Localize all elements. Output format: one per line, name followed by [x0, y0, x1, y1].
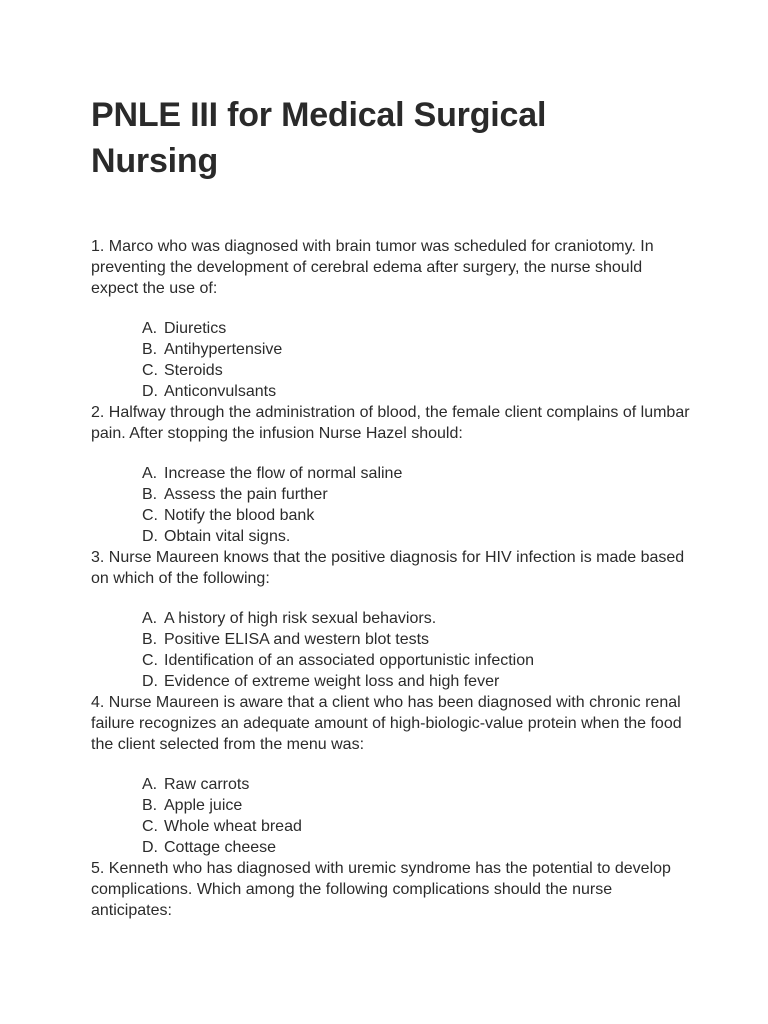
option-text: Whole wheat bread [164, 818, 302, 835]
option-text: Assess the pain further [164, 486, 328, 503]
option-text: Notify the blood bank [164, 507, 315, 524]
answer-option [142, 484, 691, 505]
title-line-2: Nursing [91, 142, 219, 180]
option-letter: D. [142, 383, 158, 400]
option-letter: D. [142, 528, 158, 545]
option-letter: C. [142, 507, 158, 524]
option-letter: B. [142, 797, 158, 814]
answer-option [142, 318, 691, 339]
answer-options [91, 318, 691, 402]
question-block [91, 858, 691, 921]
question-text: 1. Marco who was diagnosed with brain tumor was scheduled for craniotomy. In preventing the development of cerebral edema after surgery, the nurse should expect the use of: [91, 238, 654, 297]
answer-option [142, 526, 691, 547]
question-text: 2. Halfway through the administration of blood, the female client complains of lumbar pain. After stopping the infusion Nurse Hazel should: [91, 404, 690, 442]
answer-option [142, 360, 691, 381]
answer-option [142, 837, 691, 858]
option-text: A history of high risk sexual behaviors. [164, 610, 437, 627]
option-text: Anticonvulsants [164, 383, 277, 400]
question-block [91, 547, 691, 692]
option-text: Diuretics [164, 320, 227, 337]
option-letter: A. [142, 465, 158, 482]
answer-option [142, 608, 691, 629]
option-text: Antihypertensive [164, 341, 283, 358]
document-page [91, 92, 691, 921]
option-letter: D. [142, 673, 158, 690]
answer-option [142, 629, 691, 650]
option-letter: A. [142, 776, 158, 793]
answer-option [142, 774, 691, 795]
option-text: Apple juice [164, 797, 243, 814]
option-letter: B. [142, 486, 158, 503]
option-text: Identification of an associated opportunistic infection [164, 652, 535, 669]
answer-option [142, 505, 691, 526]
document-title [91, 92, 691, 184]
answer-options [91, 608, 691, 692]
question-block [91, 236, 691, 402]
answer-option [142, 795, 691, 816]
question-text: 4. Nurse Maureen is aware that a client who has been diagnosed with chronic renal failure recognizes an adequate amount of high-biologic-value protein when the food the client selected from the menu was: [91, 694, 682, 753]
answer-options [91, 774, 691, 858]
option-text: Obtain vital signs. [164, 528, 291, 545]
answer-option [142, 816, 691, 837]
option-letter: A. [142, 610, 158, 627]
question-list [91, 236, 691, 921]
answer-options [91, 463, 691, 547]
question-text: 3. Nurse Maureen knows that the positive diagnosis for HIV infection is made based on which of the following: [91, 549, 685, 587]
option-text: Raw carrots [164, 776, 250, 793]
option-text: Cottage cheese [164, 839, 277, 856]
title-line-1: PNLE III for Medical Surgical [91, 96, 547, 134]
option-text: Steroids [164, 362, 223, 379]
option-letter: B. [142, 341, 158, 358]
option-letter: B. [142, 631, 158, 648]
question-text: 5. Kenneth who has diagnosed with uremic syndrome has the potential to develop complications. Which among the following complications should the nurse anticipates: [91, 860, 671, 919]
answer-option [142, 339, 691, 360]
option-letter: C. [142, 362, 158, 379]
answer-option [142, 381, 691, 402]
answer-option [142, 650, 691, 671]
answer-option [142, 671, 691, 692]
option-text: Increase the flow of normal saline [164, 465, 403, 482]
option-letter: C. [142, 818, 158, 835]
option-text: Positive ELISA and western blot tests [164, 631, 430, 648]
option-text: Evidence of extreme weight loss and high fever [164, 673, 500, 690]
option-letter: C. [142, 652, 158, 669]
question-block [91, 402, 691, 547]
question-block [91, 692, 691, 858]
option-letter: A. [142, 320, 158, 337]
option-letter: D. [142, 839, 158, 856]
answer-option [142, 463, 691, 484]
